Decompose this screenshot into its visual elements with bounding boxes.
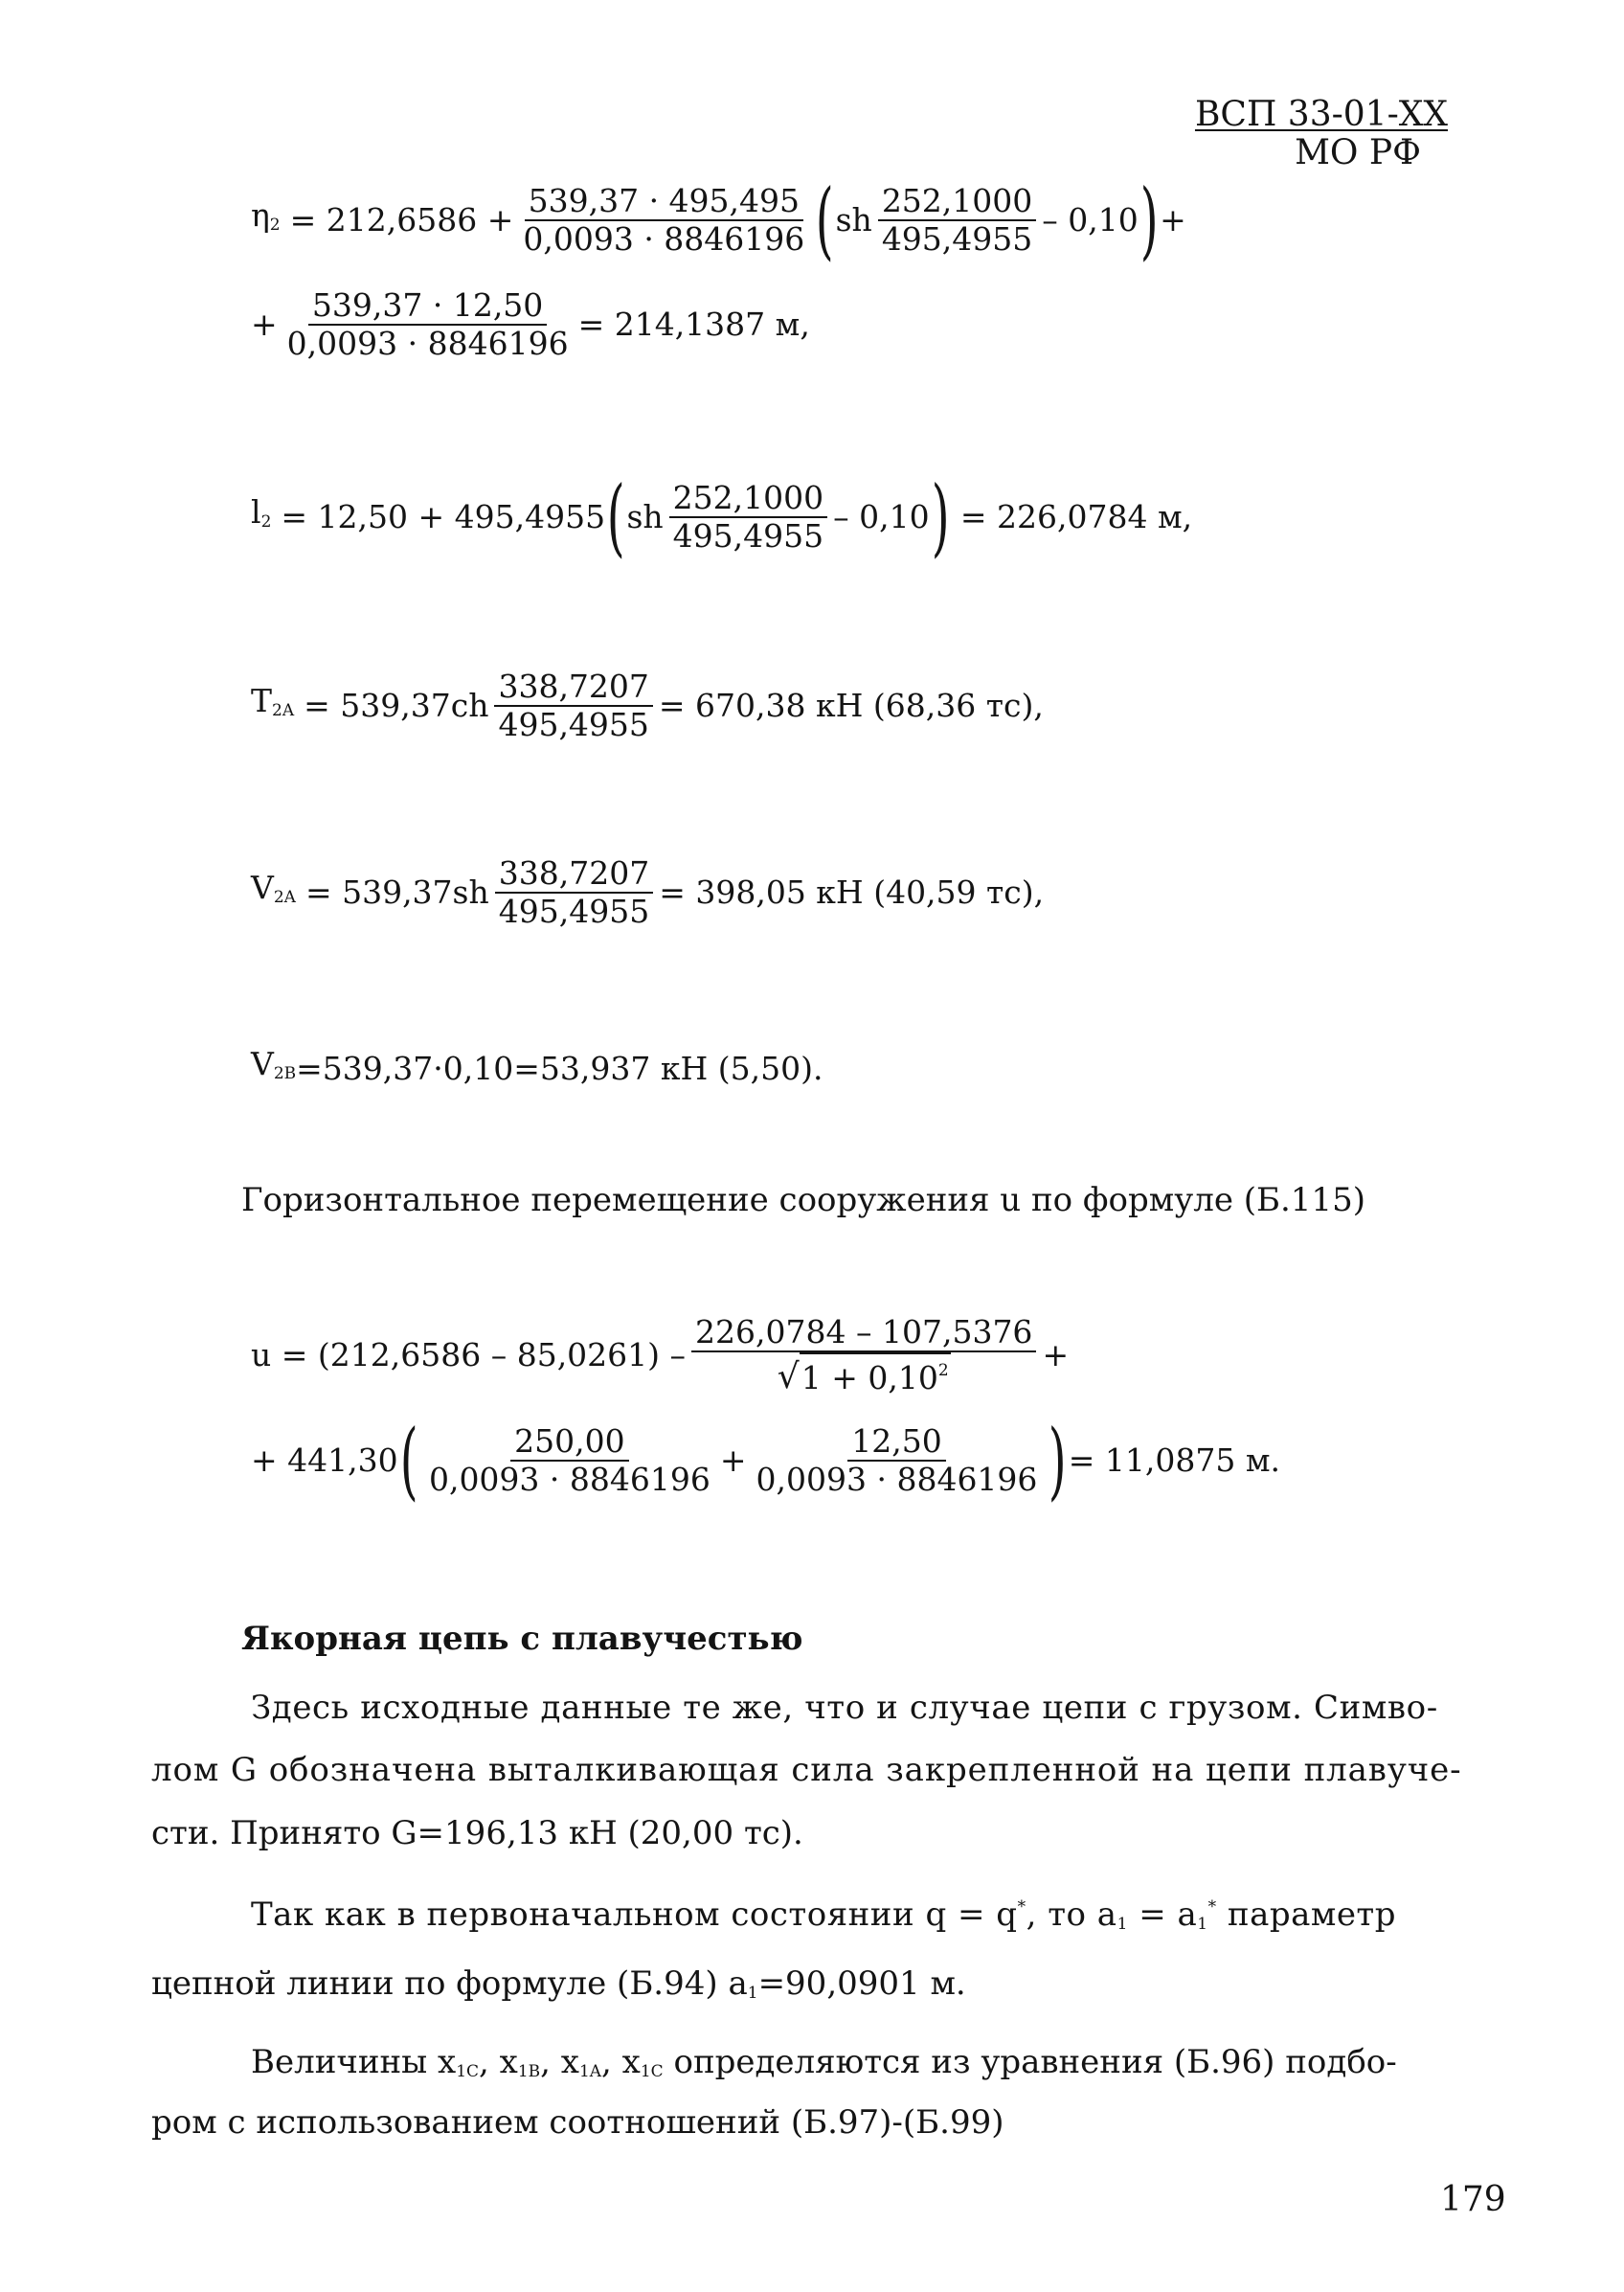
eq-eta-result: = 214,1387 м, (577, 306, 810, 343)
eq-u-plus: + (1042, 1335, 1070, 1373)
equation-T2A (251, 669, 1044, 743)
eq-l-prefix: = 12,50 + 495,4955 (281, 498, 606, 535)
left-paren: ( (606, 467, 625, 566)
eq-V-fraction: $\frac{338,7207}{495,4955}$ (495, 855, 653, 930)
section-heading: Якорная цепь с плавучестью (241, 1620, 803, 1658)
equation-u-line2 (251, 1411, 1281, 1509)
eq-u-fraction-b: $\frac{12,50}{0,0093 \cdot 8846196}$ (756, 1422, 1038, 1498)
eq-u-prefix: u = (212,6586 – 85,0261) – (251, 1335, 687, 1373)
paragraph-displacement: Горизонтальное перемещение сооружения u по формуле (Б.115) (241, 1181, 1365, 1219)
eq-l-tail: – 0,10 (833, 498, 930, 535)
paragraph-1-line-1: Здесь исходные данные те же, что и случае цепи с грузом. Симво- (251, 1689, 1438, 1727)
eq-l-result: = 226,0784 м, (959, 498, 1193, 535)
document-code: ВСП 33-01-XX (1194, 95, 1448, 134)
eq-V-lhs: $V_{2A}$ (251, 869, 296, 907)
left-paren: ( (815, 170, 834, 269)
paragraph-2-line-2: цепной линии по формуле (Б.94) $a_1=90,0901$ м. (151, 1964, 966, 2003)
sh-function: sh (835, 201, 872, 238)
eq-VB-text: =539,37·0,10=53,937 кН (5,50). (296, 1050, 823, 1087)
left-paren: ( (399, 1411, 418, 1509)
paragraph-1-line-2: лом G обозначена выталкивающая сила закрепленной на цепи плавуче- (151, 1751, 1462, 1789)
right-paren: ) (1049, 1411, 1068, 1509)
eq-eta-fraction-2: $\frac{252,1000}{495,4955}$ (878, 183, 1036, 258)
eq-T-result: = 670,38 кН (68,36 тс), (658, 687, 1044, 724)
paragraph-3-line-2: ром с использованием соотношений (Б.97)-(Б.99) (151, 2103, 1004, 2142)
eq-T-lhs: $T_{2A}$ (251, 682, 295, 720)
eq-u-result: = 11,0875 м. (1068, 1441, 1281, 1479)
equation-eta-line1 (251, 170, 1186, 269)
organization-label: МО РФ (1295, 133, 1421, 172)
eq-l-lhs: $l_2$ (251, 493, 272, 532)
eq-eta-prefix: = 212,6586 + (289, 201, 514, 238)
page-number: 179 (1440, 2180, 1506, 2219)
eq-VB-lhs: $V_{2B}$ (251, 1045, 297, 1083)
equation-eta-line2 (251, 287, 810, 362)
eq-eta-fraction-1: $\frac{539,37 \cdot 495,495}{0,0093 \cdot 8846196}$ (523, 182, 805, 258)
eq-u-mid-plus: + (719, 1441, 747, 1479)
eq-u-fraction: 226,0784 – 107,5376 √ $1 + 0,10^2$ (691, 1314, 1036, 1396)
equation-V2B (251, 1044, 823, 1094)
eq-V-result: = 398,05 кН (40,59 тс), (659, 874, 1045, 911)
paragraph-1-line-3: сти. Принято G=196,13 кН (20,00 тс). (151, 1814, 803, 1852)
eq-T-fraction: $\frac{338,7207}{495,4955}$ (494, 669, 652, 743)
eq-eta-plus: + (1160, 201, 1186, 238)
eq-eta-line2-plus: + (251, 306, 278, 343)
equation-u-line1 (251, 1314, 1069, 1396)
sh-function: sh (626, 498, 664, 535)
eq-eta-lhs: $\eta_2$ (251, 196, 281, 235)
paragraph-2-line-1: Так как в первоначальном состоянии q = q*, то $a_1 = a_1^*$ параметр (251, 1895, 1397, 1934)
eq-T-prefix: = 539,37ch (304, 687, 489, 724)
eq-eta-tail: – 0,10 (1042, 201, 1139, 238)
equation-V2A (251, 855, 1044, 930)
eq-l-fraction: $\frac{252,1000}{495,4955}$ (669, 480, 827, 555)
right-paren: ) (931, 467, 950, 566)
sqrt-symbol: √ $1 + 0,10^2$ (778, 1352, 951, 1395)
eq-eta-fraction-3: $\frac{539,37 \cdot 12,50}{0,0093 \cdot 8846196}$ (286, 286, 569, 362)
eq-V-prefix: = 539,37sh (304, 874, 489, 911)
paragraph-3-line-1: Величины $x_{1C}$, $x_{1B}$, $x_{1A}$, $x_{1C}$ определяются из уравнения (Б.96) подбо- (251, 2043, 1397, 2081)
equation-l2 (251, 467, 1193, 566)
eq-u-line2-prefix: + 441,30 (251, 1441, 398, 1479)
right-paren: ) (1139, 170, 1159, 269)
eq-u-fraction-a: $\frac{250,00}{0,0093 \cdot 8846196}$ (428, 1422, 710, 1498)
